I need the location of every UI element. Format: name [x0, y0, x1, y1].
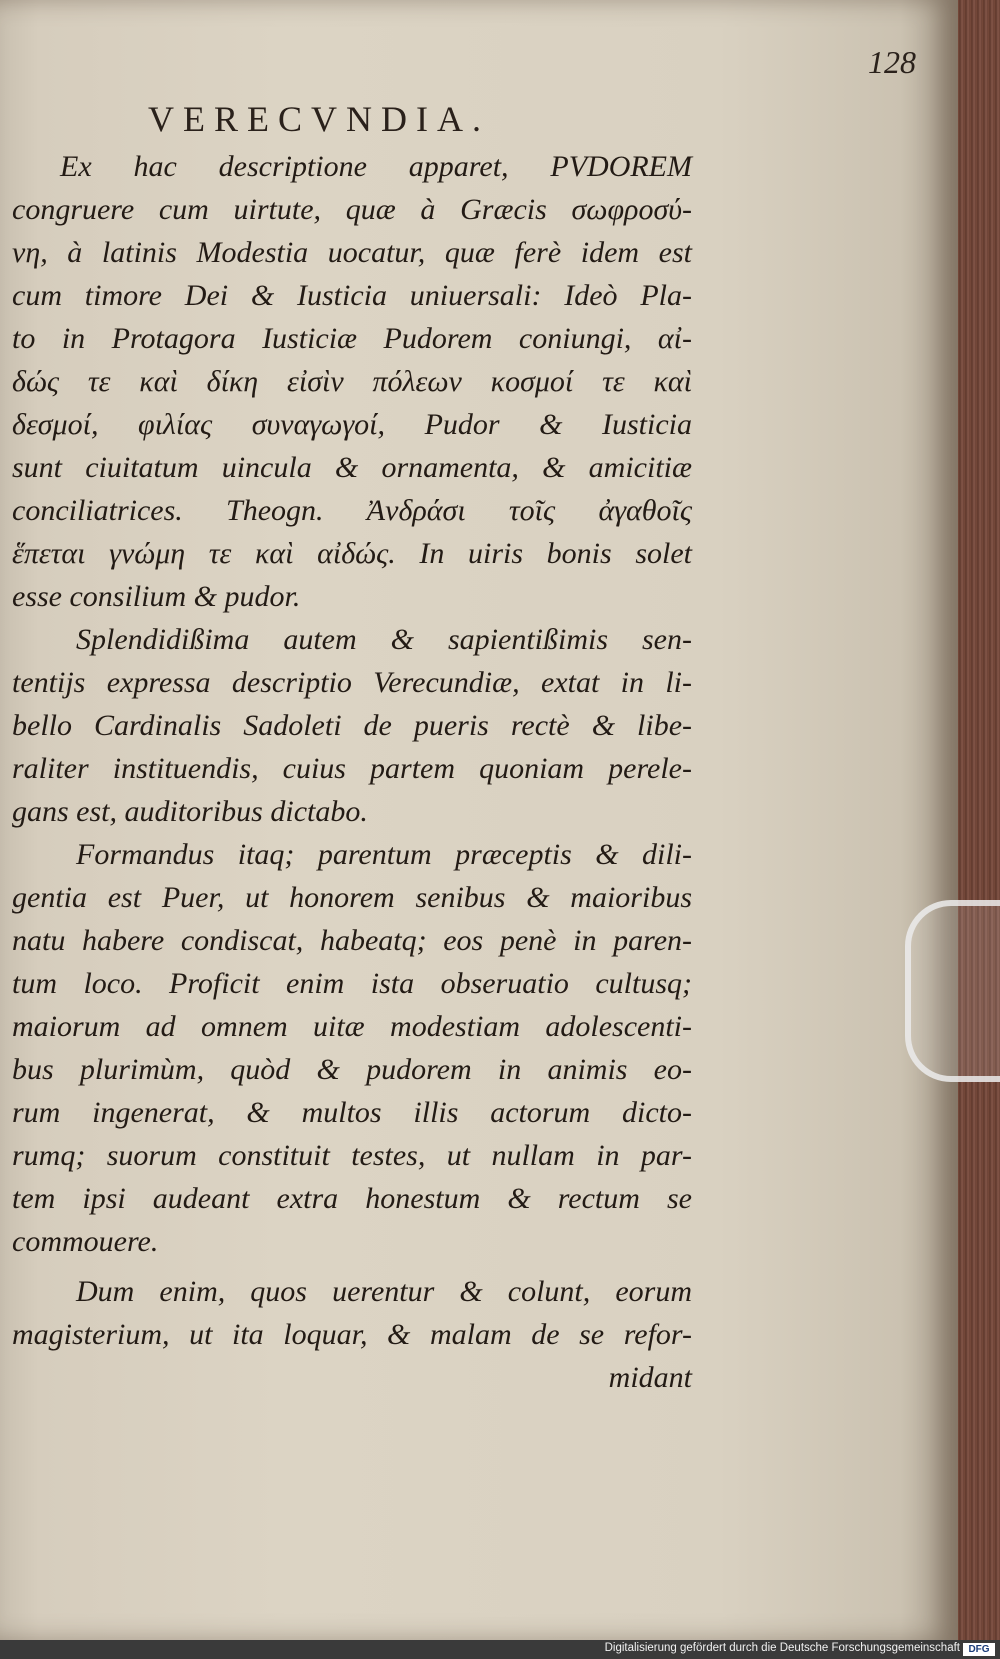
text-line: Ex hac descriptione apparet, PVDOREM: [60, 150, 692, 183]
text-line: maiorum ad omnem uitæ modestiam adolescenti-: [12, 1010, 692, 1043]
text-line: tentijs expressa descriptio Verecundiæ, extat in li-: [12, 666, 692, 699]
text-line: magisterium, ut ita loquar, & malam de se refor-: [12, 1318, 692, 1351]
catchword: midant: [608, 1361, 692, 1394]
text-line: raliter instituendis, cuius partem quoniam perele-: [12, 752, 692, 785]
dfg-logo: DFG: [963, 1643, 995, 1656]
text-line: δεσμοί, φιλίας συναγωγοί, Pudor & Iusticia: [12, 408, 692, 441]
page-clip: [905, 900, 1000, 1082]
text-line: ἕπεται γνώμη τε καὶ αἰδώς. In uiris bonis solet: [12, 537, 692, 570]
page-edges: [958, 0, 1000, 1640]
text-line: Formandus itaq; parentum præceptis & dili-: [76, 838, 692, 871]
text-line: cum timore Dei & Iusticia uniuersali: Ideò Pla-: [12, 279, 692, 312]
text-line: gans est, auditoribus dictabo.: [12, 795, 368, 828]
text-line: sunt ciuitatum uincula & ornamenta, & amicitiæ: [12, 451, 692, 484]
text-line: bus plurimùm, quòd & pudorem in animis eo-: [12, 1053, 692, 1086]
text-line: Splendidißima autem & sapientißimis sen-: [76, 623, 692, 656]
text-line: to in Protagora Iusticiæ Pudorem coniungi, αἰ-: [12, 322, 692, 355]
text-line: gentia est Puer, ut honorem senibus & maioribus: [12, 881, 692, 914]
text-line: δώς τε καὶ δίκη εἰσὶν πόλεων κοσμοί τε καὶ: [12, 365, 692, 398]
text-line: rum ingenerat, & multos illis actorum dicto-: [12, 1096, 692, 1129]
text-line: bello Cardinalis Sadoleti de pueris rectè & libe-: [12, 709, 692, 742]
text-line: Dum enim, quos uerentur & colunt, eorum: [76, 1275, 692, 1308]
text-line: tum loco. Proficit enim ista obseruatio cultusq;: [12, 967, 692, 1000]
page-number: 128: [868, 44, 916, 80]
text-line: conciliatrices. Theogn. Ἀνδράσι τοῖς ἀγαθοῖς: [12, 494, 692, 527]
running-head: VERECVNDIA.: [148, 99, 490, 139]
text-line: natu habere condiscat, habeatq; eos penè in paren-: [12, 924, 692, 957]
text-line: νη, à latinis Modestia uocatur, quæ ferè idem est: [12, 236, 692, 269]
text-line: esse consilium & pudor.: [12, 580, 301, 613]
digitization-note: Digitalisierung gefördert durch die Deutsche Forschungsgemeinschaft: [604, 1642, 960, 1654]
text-line: rumq; suorum constituit testes, ut nullam in par-: [12, 1139, 692, 1172]
text-line: congruere cum uirtute, quæ à Græcis σωφροσύ-: [12, 193, 692, 226]
text-line: tem ipsi audeant extra honestum & rectum se: [12, 1182, 692, 1215]
text-line: commouere.: [12, 1225, 159, 1258]
